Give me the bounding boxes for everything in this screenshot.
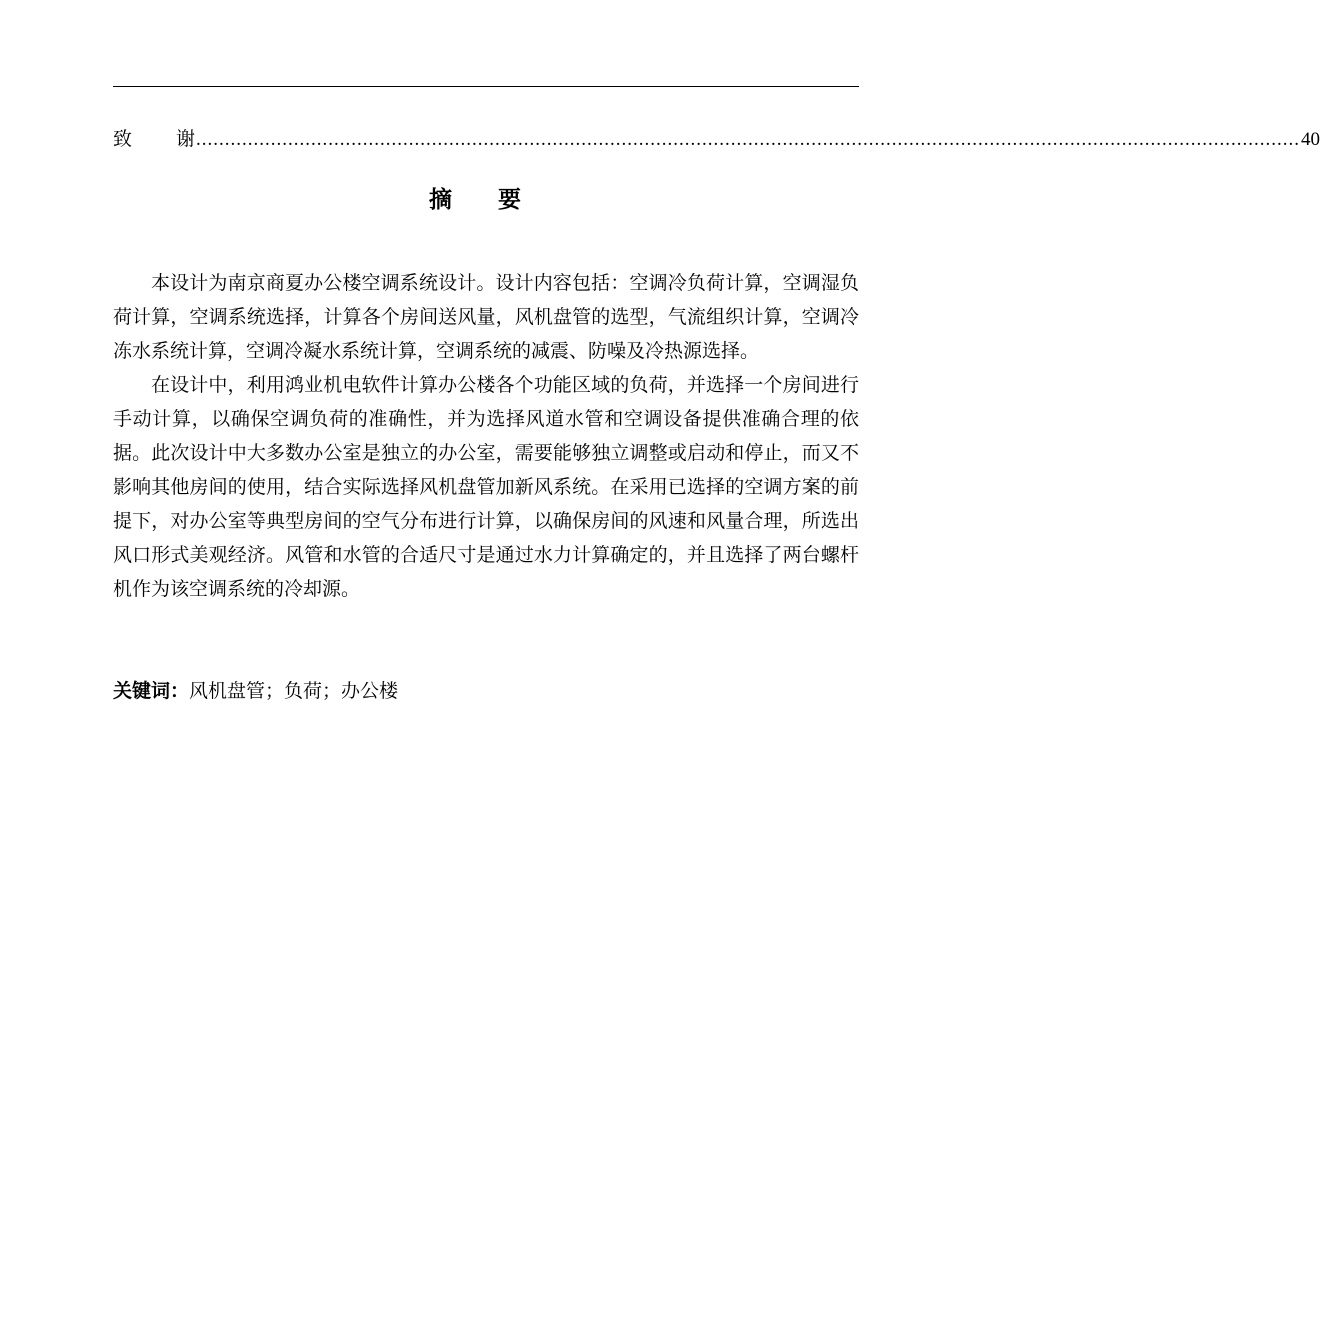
toc-page-number: 40	[1301, 129, 1320, 150]
abstract-paragraph-1: 本设计为南京商夏办公楼空调系统设计。设计内容包括：空调冷负荷计算，空调湿负荷计算，空调系统选择，计算各个房间送风量，风机盘管的选型，气流组织计算，空调冷冻水系统计算，空调冷凝水系统计算，空调系统的减震、防噪及冷热源选择。	[113, 272, 859, 362]
keywords-line	[113, 674, 859, 708]
toc-dot-leader: ................................................................................................................................................................................................	[196, 129, 1301, 150]
toc-label-char-2: 谢	[176, 128, 196, 150]
toc-entry-acknowledgements[interactable]	[113, 126, 1320, 152]
abstract-paragraph-2: 在设计中，利用鸿业机电软件计算办公楼各个功能区域的负荷，并选择一个房间进行手动计算，以确保空调负荷的准确性，并为选择风道水管和空调设备提供准确合理的依据。此次设计中大多数办公室是独立的办公室，需要能够独立调整或启动和停止，而又不影响其他房间的使用，结合实际选择风机盘管加新风系统。在采用已选择的空调方案的前提下，对办公室等典型房间的空气分布进行计算，以确保房间的风速和风量合理，所选出风口形式美观经济。风管和水管的合适尺寸是通过水力计算确定的，并且选择了两台螺杆机作为该空调系统的冷却源。	[113, 374, 859, 600]
abstract-title-char-1: 摘	[429, 187, 452, 213]
header-rule	[113, 86, 859, 87]
toc-entry-label	[113, 126, 195, 152]
toc-label-char-1: 致	[113, 128, 133, 150]
keywords-value: 风机盘管；负荷；办公楼	[189, 680, 399, 702]
abstract-body	[113, 266, 859, 606]
abstract-title	[0, 184, 950, 216]
abstract-title-char-2: 要	[498, 187, 521, 213]
keywords-label: 关键词：	[113, 680, 190, 702]
